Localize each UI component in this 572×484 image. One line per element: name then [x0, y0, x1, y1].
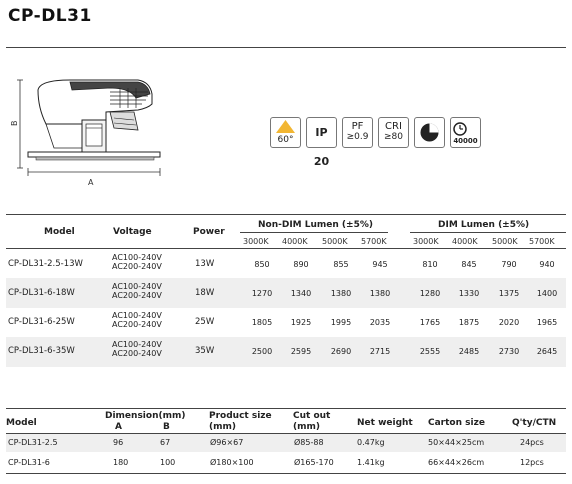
dim-row-carton-size: 66×44×26cm: [428, 458, 485, 467]
spec-row-voltage-2: AC200-240V: [112, 320, 162, 329]
spec-row-model: CP-DL31-6-25W: [8, 317, 75, 327]
spec-row-dim-lumen: 2555: [419, 347, 441, 356]
beam-angle-label: 60°: [277, 135, 294, 145]
dim-row-cut-out: Ø85-88: [294, 438, 324, 447]
spec-row-non-dim-lumen: 2690: [330, 347, 352, 356]
spec-row-non-dim-lumen: 945: [372, 260, 388, 269]
lifetime-icon: [450, 117, 481, 148]
cri-value: ≥80: [384, 132, 403, 142]
spec-row-voltage-2: AC200-240V: [112, 349, 162, 358]
spec-row-dim-lumen: 2645: [536, 347, 558, 356]
spec-header-bottom-rule: [6, 248, 566, 249]
spec-row-non-dim-lumen: 850: [254, 260, 270, 269]
spec-row-dim-lumen: 1765: [419, 318, 441, 327]
dim-header-carton-size: Carton size: [428, 418, 485, 428]
spec-row-power: 18W: [195, 288, 215, 298]
spec-row-model: CP-DL31-2.5-13W: [8, 259, 83, 269]
spec-row-model: CP-DL31-6-18W: [8, 288, 75, 298]
spec-row-dim-lumen: 2485: [458, 347, 480, 356]
spec-row-non-dim-lumen: 1805: [251, 318, 273, 327]
cri-label: CRI: [385, 121, 402, 132]
spec-row-voltage-1: AC100-240V: [112, 282, 162, 291]
cct-header-non-dim: 5700K: [361, 237, 387, 246]
dim-header-product-size: Product size: [209, 411, 272, 421]
spec-row-non-dim-lumen: 1995: [330, 318, 352, 327]
cct-header-non-dim: 5000K: [322, 237, 348, 246]
product-drawing: [10, 68, 170, 186]
cct-header-dim: 4000K: [452, 237, 478, 246]
dim-row-carton-size: 50×44×25cm: [428, 438, 485, 447]
spec-row-non-dim-lumen: 2715: [369, 347, 391, 356]
spec-header-dim: DIM Lumen (±5%): [438, 220, 530, 230]
spec-row-model: CP-DL31-6-35W: [8, 346, 75, 356]
spec-row-non-dim-lumen: 1380: [330, 289, 352, 298]
pf-label: PF: [351, 121, 364, 132]
spec-row-dim-lumen: 1375: [498, 289, 520, 298]
pf-value: ≥0.9: [346, 132, 369, 142]
spec-row-voltage-1: AC100-240V: [112, 340, 162, 349]
dim-header-model: Model: [6, 418, 37, 428]
cct-header-non-dim: 3000K: [243, 237, 269, 246]
dim-header-a: A: [115, 422, 122, 432]
spec-row-dim-lumen: 2020: [498, 318, 520, 327]
spec-row-dim-lumen: 810: [422, 260, 438, 269]
ip-rating-label: IP 20: [313, 126, 330, 168]
dim-table-top-rule: [6, 408, 566, 409]
spec-row-non-dim-lumen: 890: [293, 260, 309, 269]
dim-row-cut-out: Ø165-170: [294, 458, 334, 467]
dim-row-product-size: Ø180×100: [210, 458, 254, 467]
beam-angle-icon: [270, 117, 301, 148]
spec-row-dim-lumen: 845: [461, 260, 477, 269]
spec-header-non-dim: Non-DIM Lumen (±5%): [258, 220, 373, 230]
dim-table-bottom-rule: [6, 473, 566, 474]
dim-row-model: CP-DL31-6: [8, 458, 50, 467]
spec-row-dim-lumen: 1280: [419, 289, 441, 298]
dim-header-cut-out-unit: (mm): [293, 422, 320, 432]
non-dim-group-rule: [240, 232, 388, 233]
spec-row-non-dim-lumen: 1270: [251, 289, 273, 298]
spec-table-top-rule: [6, 214, 566, 215]
dim-row-net-weight: 1.41kg: [357, 458, 385, 467]
spec-row-dim-lumen: 1400: [536, 289, 558, 298]
spec-row-dim-lumen: 1875: [458, 318, 480, 327]
spec-row-dim-lumen: 1965: [536, 318, 558, 327]
ip-rating-icon: [306, 117, 337, 168]
spec-row-non-dim-lumen: 1925: [290, 318, 312, 327]
dimmable-icon: [414, 117, 445, 148]
spec-row-voltage-2: AC200-240V: [112, 262, 162, 271]
dim-row-qty: 12pcs: [520, 458, 544, 467]
cct-header-dim: 5000K: [492, 237, 518, 246]
dim-row-qty: 24pcs: [520, 438, 544, 447]
spec-row-non-dim-lumen: 855: [333, 260, 349, 269]
dim-row-a: 96: [113, 438, 124, 447]
lifetime-label: 40000: [453, 137, 478, 145]
spec-row-power: 35W: [195, 346, 215, 356]
spec-row-non-dim-lumen: 1340: [290, 289, 312, 298]
dim-header-dimension: Dimension(mm): [105, 411, 186, 421]
spec-header-power: Power: [193, 227, 225, 237]
spec-row-non-dim-lumen: 2595: [290, 347, 312, 356]
spec-row-power: 13W: [195, 259, 215, 269]
spec-row-dim-lumen: 790: [501, 260, 517, 269]
dim-row-b: 67: [160, 438, 171, 447]
spec-row-dim-lumen: 940: [539, 260, 555, 269]
power-factor-icon: [342, 117, 373, 148]
dim-row-net-weight: 0.47kg: [357, 438, 385, 447]
spec-row-voltage-2: AC200-240V: [112, 291, 162, 300]
dim-header-qty: Q'ty/CTN: [512, 418, 557, 428]
cct-header-non-dim: 4000K: [282, 237, 308, 246]
cct-header-dim: 5700K: [529, 237, 555, 246]
dim-header-product-size-unit: (mm): [209, 422, 236, 432]
dim-header-cut-out: Cut out: [293, 411, 331, 421]
spec-row-non-dim-lumen: 2035: [369, 318, 391, 327]
cri-icon: [378, 117, 409, 148]
spec-header-voltage: Voltage: [113, 227, 152, 237]
spec-row-dim-lumen: 2730: [498, 347, 520, 356]
dim-row-product-size: Ø96×67: [210, 438, 244, 447]
dim-row-a: 180: [113, 458, 129, 467]
spec-row-power: 25W: [195, 317, 215, 327]
spec-row-non-dim-lumen: 2500: [251, 347, 273, 356]
cct-header-dim: 3000K: [413, 237, 439, 246]
spec-row-voltage-1: AC100-240V: [112, 311, 162, 320]
spec-header-model: Model: [44, 227, 75, 237]
dim-row-model: CP-DL31-2.5: [8, 438, 58, 447]
spec-row-voltage-1: AC100-240V: [112, 253, 162, 262]
dim-row-b: 100: [160, 458, 176, 467]
dim-header-b: B: [163, 422, 170, 432]
dim-group-rule: [410, 232, 566, 233]
dim-header-net-weight: Net weight: [357, 418, 413, 428]
spec-row-non-dim-lumen: 1380: [369, 289, 391, 298]
title-divider: [6, 47, 566, 48]
dimension-b-label: B: [10, 120, 19, 126]
page-title: CP-DL31: [8, 6, 92, 26]
dimension-a-label: A: [88, 178, 94, 186]
spec-row-dim-lumen: 1330: [458, 289, 480, 298]
